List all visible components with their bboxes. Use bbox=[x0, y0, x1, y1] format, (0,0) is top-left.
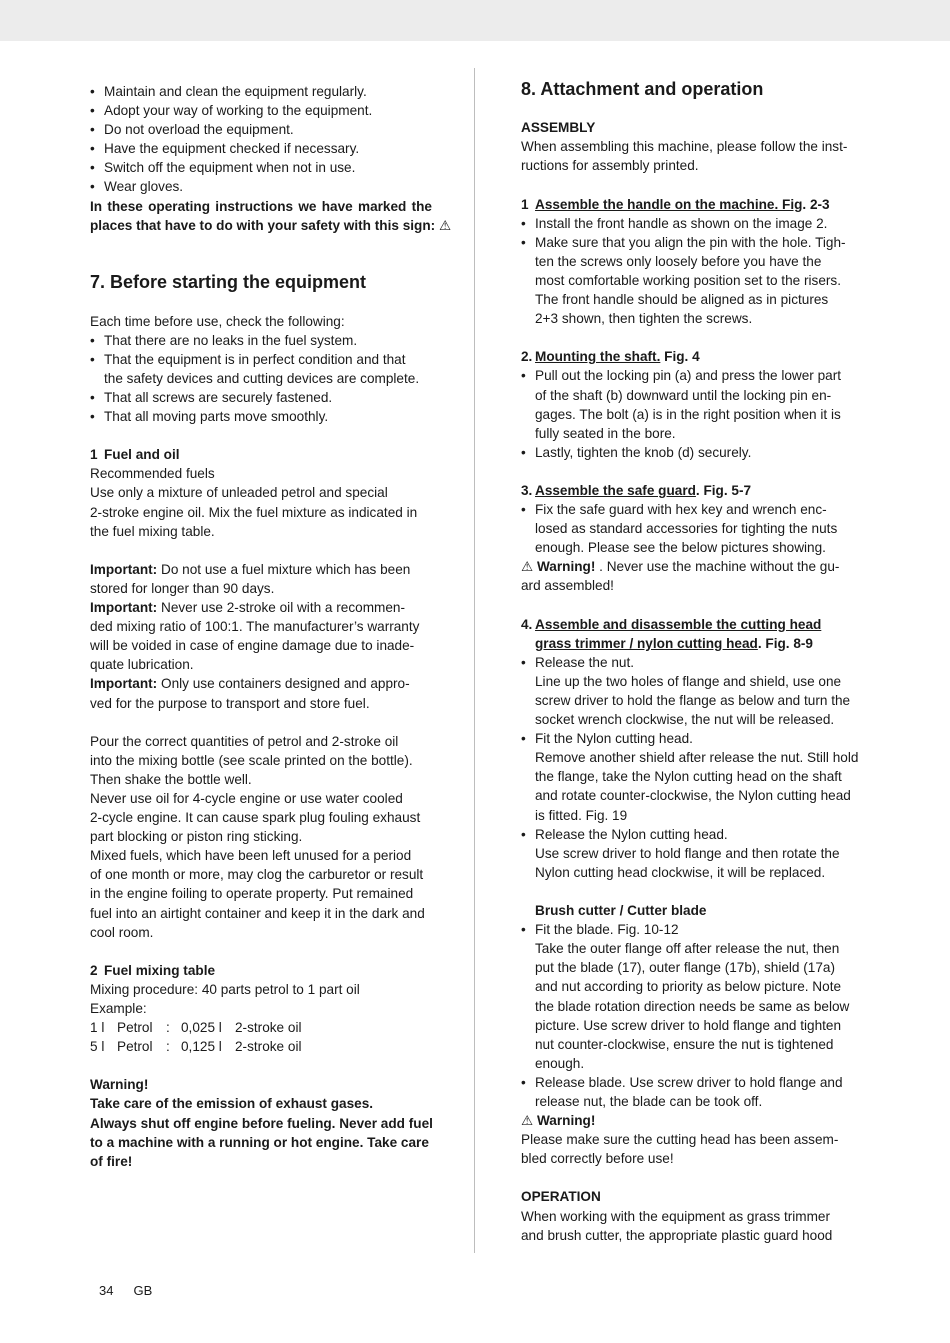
assembly-line: ructions for assembly printed. bbox=[521, 158, 699, 174]
step-1-heading bbox=[521, 195, 865, 214]
header-bar bbox=[0, 0, 950, 41]
list-item: • That all moving parts move smoothly. bbox=[90, 407, 432, 426]
list-item: • Release the nut. bbox=[521, 653, 865, 672]
mixing-table-row bbox=[90, 1037, 432, 1056]
pour-line: in the engine foiling to operate property. Put remained bbox=[90, 886, 414, 902]
warning-line: Warning! bbox=[90, 1077, 149, 1093]
mixing-procedure: Mixing procedure: 40 parts petrol to 1 part oil bbox=[90, 981, 360, 997]
operation-line: When working with the equipment as grass trimmer bbox=[521, 1208, 830, 1224]
step-number: 4. bbox=[521, 616, 533, 632]
list-item-cont: most comfortable working position set to the risers. bbox=[535, 272, 841, 288]
list-item: • Fix the safe guard with hex key and wrench enc- bbox=[521, 500, 865, 519]
important-note bbox=[90, 560, 432, 579]
list-item-cont: and rotate counter-clockwise, the Nylon cutting head bbox=[535, 788, 851, 804]
list-item-cont: The front handle should be aligned as in pictures bbox=[535, 292, 829, 308]
operation-heading: OPERATION bbox=[521, 1189, 601, 1205]
list-item-cont: the flange, take the Nylon cutting head on the shaft bbox=[535, 769, 842, 785]
assembly-line: When assembling this machine, please follow the inst- bbox=[521, 139, 848, 155]
step-title: Mounting the shaft. bbox=[535, 349, 661, 365]
mixing-number: 2 bbox=[90, 962, 98, 978]
step-4-heading bbox=[521, 615, 865, 634]
list-item-cont: Take the outer flange off after release the nut, then bbox=[535, 941, 840, 957]
table-cell: 5 l bbox=[90, 1039, 105, 1055]
list-item: • Fit the Nylon cutting head. bbox=[521, 729, 865, 748]
list-item-cont: Nylon cutting head clockwise, it will be replaced. bbox=[535, 864, 826, 880]
step-3-warning bbox=[521, 557, 865, 576]
table-cell: 0,025 l bbox=[181, 1020, 222, 1036]
safety-note-line: places that have to do with your safety with this sign: ⚠ bbox=[90, 217, 452, 233]
table-cell: Petrol bbox=[117, 1039, 153, 1055]
column-divider bbox=[474, 68, 475, 1253]
warning-icon: ⚠ bbox=[521, 1113, 534, 1129]
list-item: • That there are no leaks in the fuel system. bbox=[90, 331, 432, 350]
warning-text: ard assembled! bbox=[521, 578, 614, 594]
section-8-title: 8. Attachment and operation bbox=[521, 79, 764, 99]
table-cell: 1 l bbox=[90, 1020, 105, 1036]
check-intro: Each time before use, check the following: bbox=[90, 313, 345, 329]
language-code: GB bbox=[133, 1283, 153, 1298]
pour-line: fuel into an airtight container and keep it in the dark and bbox=[90, 905, 425, 921]
list-item: • That all screws are securely fastened. bbox=[90, 388, 432, 407]
safety-note-line: In these operating instructions we have marked the bbox=[90, 198, 432, 214]
warning-line: to a machine with a running or hot engine. Take care bbox=[90, 1134, 429, 1150]
warning-line: Always shut off engine before fueling. Never add fuel bbox=[90, 1115, 433, 1131]
list-item: • Make sure that you align the pin with the hole. Tigh- bbox=[521, 233, 865, 252]
assembly-heading: ASSEMBLY bbox=[521, 120, 596, 136]
list-item: • That the equipment is in perfect condition and that bbox=[90, 350, 432, 369]
table-cell: 0,125 l bbox=[181, 1039, 222, 1055]
mixing-table-row bbox=[90, 1018, 432, 1037]
step-title: Assemble the handle on the machine. Fig bbox=[535, 196, 803, 212]
table-cell: Petrol bbox=[117, 1020, 153, 1036]
list-item-cont: enough. bbox=[535, 1055, 585, 1071]
list-item-cont: release nut, the blade can be took off. bbox=[535, 1093, 763, 1109]
step-title: grass trimmer / nylon cutting head bbox=[535, 635, 758, 651]
pour-line: Mixed fuels, which have been left unused for a period bbox=[90, 848, 412, 864]
list-item-cont: of the shaft (b) downward until the locking pin en- bbox=[535, 387, 832, 403]
fuel-title: Fuel and oil bbox=[104, 447, 180, 463]
mixing-title: Fuel mixing table bbox=[104, 962, 216, 978]
table-cell: : bbox=[166, 1039, 170, 1055]
pour-line: Then shake the bottle well. bbox=[90, 771, 252, 787]
list-item-cont: nut counter-clockwise, ensure the nut is tightened bbox=[535, 1036, 834, 1052]
list-item: • Fit the blade. Fig. 10-12 bbox=[521, 920, 865, 939]
warning-text: Please make sure the cutting head has been assem- bbox=[521, 1132, 839, 1148]
list-item: • Have the equipment checked if necessary. bbox=[90, 139, 432, 158]
fuel-line: Recommended fuels bbox=[90, 466, 215, 482]
right-column bbox=[521, 80, 865, 1245]
step-fig: Fig. 4 bbox=[660, 349, 700, 365]
list-item-cont: Remove another shield after release the nut. Still hold bbox=[535, 750, 859, 766]
important-note bbox=[90, 674, 432, 693]
list-item-cont: socket wrench clockwise, the nut will be released. bbox=[535, 712, 835, 728]
list-item: • Switch off the equipment when not in use. bbox=[90, 158, 432, 177]
list-item: • Wear gloves. bbox=[90, 177, 432, 196]
warning-text: . Never use the machine without the gu- bbox=[595, 559, 840, 575]
mixing-heading bbox=[90, 961, 432, 980]
list-item-cont: the safety devices and cutting devices are complete. bbox=[104, 370, 420, 386]
pour-line: Pour the correct quantities of petrol and 2-stroke oil bbox=[90, 733, 399, 749]
fuel-number: 1 bbox=[90, 447, 98, 463]
list-item-cont: the blade rotation direction needs be same as below bbox=[535, 998, 850, 1014]
step-title: Assemble the safe guard bbox=[535, 482, 696, 498]
list-item-cont: put the blade (17), outer flange (17b), shield (17a) bbox=[535, 960, 836, 976]
pour-line: into the mixing bottle (see scale printed on the bottle). bbox=[90, 752, 413, 768]
warning-line: of fire! bbox=[90, 1153, 133, 1169]
intro-bullet-list bbox=[90, 82, 432, 197]
list-item-cont: Use screw driver to hold flange and then rotate the bbox=[535, 845, 840, 861]
list-item: • Adopt your way of working to the equipment. bbox=[90, 101, 432, 120]
warning-label: Warning! bbox=[533, 559, 596, 575]
fuel-line: Use only a mixture of unleaded petrol and special bbox=[90, 485, 388, 501]
mixing-example: Example: bbox=[90, 1001, 147, 1016]
pour-line: part blocking or piston ring sticking. bbox=[90, 829, 303, 845]
list-item-cont: is fitted. Fig. 19 bbox=[535, 807, 628, 823]
list-item-cont: losed as standard accessories for tighting the nuts bbox=[535, 521, 838, 537]
step-number: 1 bbox=[521, 196, 529, 212]
list-item: • Install the front handle as shown on the image 2. bbox=[521, 214, 865, 233]
warning-icon: ⚠ bbox=[521, 559, 534, 575]
fuel-line: the fuel mixing table. bbox=[90, 523, 215, 539]
pour-line: 2-cycle engine. It can cause spark plug fouling exhaust bbox=[90, 810, 421, 826]
list-item-cont: gages. The bolt (a) is in the right position when it is bbox=[535, 406, 841, 422]
warning-label: Warning! bbox=[533, 1113, 596, 1129]
important-text: quate lubrication. bbox=[90, 657, 194, 673]
step-2-heading bbox=[521, 347, 865, 366]
list-item-cont: screw driver to hold the flange as below and turn the bbox=[535, 693, 851, 708]
important-text: will be voided in case of engine damage due to inade- bbox=[90, 638, 415, 654]
important-label: Important: bbox=[90, 561, 158, 577]
step-title: Assemble and disassemble the cutting head bbox=[535, 616, 822, 632]
list-item: • Pull out the locking pin (a) and press the lower part bbox=[521, 366, 865, 385]
step-number: 2. bbox=[521, 349, 533, 365]
brush-cutter-heading: Brush cutter / Cutter blade bbox=[535, 903, 707, 919]
brush-warning bbox=[521, 1111, 865, 1130]
fuel-heading bbox=[90, 445, 432, 464]
list-item-cont: enough. Please see the below pictures showing. bbox=[535, 540, 826, 556]
page-footer bbox=[99, 1283, 172, 1298]
list-item: • Do not overload the equipment. bbox=[90, 120, 432, 139]
important-text: ved for the purpose to transport and store fuel. bbox=[90, 695, 370, 711]
table-cell: 2-stroke oil bbox=[235, 1039, 302, 1055]
warning-line: Take care of the emission of exhaust gases. bbox=[90, 1096, 374, 1112]
step-fig: . 2-3 bbox=[802, 196, 830, 212]
list-item-cont: picture. Use screw driver to hold flange and tighten bbox=[535, 1017, 842, 1033]
list-item-cont: fully seated in the bore. bbox=[535, 425, 676, 441]
list-item-cont: and nut according to priority as below picture. Note bbox=[535, 979, 842, 995]
list-item-cont: Line up the two holes of flange and shield, use one bbox=[535, 673, 842, 689]
fuel-line: 2-stroke engine oil. Mix the fuel mixture as indicated in bbox=[90, 504, 418, 520]
important-text: ded mixing ratio of 100:1. The manufacturer’s warranty bbox=[90, 619, 420, 635]
page-number: 34 bbox=[99, 1283, 114, 1298]
step-fig: . Fig. 5-7 bbox=[695, 482, 752, 498]
step-number: 3. bbox=[521, 482, 533, 498]
left-column bbox=[90, 80, 452, 1171]
list-item-cont: ten the screws only loosely before you have the bbox=[535, 253, 822, 269]
list-item-cont: 2+3 shown, then tighten the screws. bbox=[535, 311, 753, 327]
step-fig: . Fig. 8-9 bbox=[757, 635, 813, 651]
operation-line: and brush cutter, the appropriate plastic guard hood bbox=[521, 1227, 833, 1243]
list-item: • Release blade. Use screw driver to hold flange and bbox=[521, 1073, 865, 1092]
pour-line: cool room. bbox=[90, 924, 154, 940]
list-item: • Lastly, tighten the knob (d) securely. bbox=[521, 443, 865, 462]
table-cell: 2-stroke oil bbox=[235, 1020, 302, 1036]
list-item: • Release the Nylon cutting head. bbox=[521, 825, 865, 844]
important-text: Only use containers designed and appro- bbox=[157, 676, 410, 692]
important-text: Never use 2-stroke oil with a recommen- bbox=[157, 600, 406, 616]
warning-text: bled correctly before use! bbox=[521, 1151, 674, 1167]
important-text: Do not use a fuel mixture which has been bbox=[157, 561, 411, 577]
table-cell: : bbox=[166, 1020, 170, 1036]
important-text: stored for longer than 90 days. bbox=[90, 580, 275, 596]
important-label: Important: bbox=[90, 600, 158, 616]
step-4-heading-cont bbox=[521, 634, 865, 653]
step-3-heading bbox=[521, 481, 865, 500]
important-label: Important: bbox=[90, 676, 158, 692]
pour-line: of one month or more, may clog the carburetor or result bbox=[90, 867, 424, 883]
important-note bbox=[90, 598, 432, 617]
list-item: • Maintain and clean the equipment regularly. bbox=[90, 82, 432, 101]
section-7-title: 7. Before starting the equipment bbox=[90, 271, 367, 292]
pour-line: Never use oil for 4-cycle engine or use water cooled bbox=[90, 790, 403, 806]
